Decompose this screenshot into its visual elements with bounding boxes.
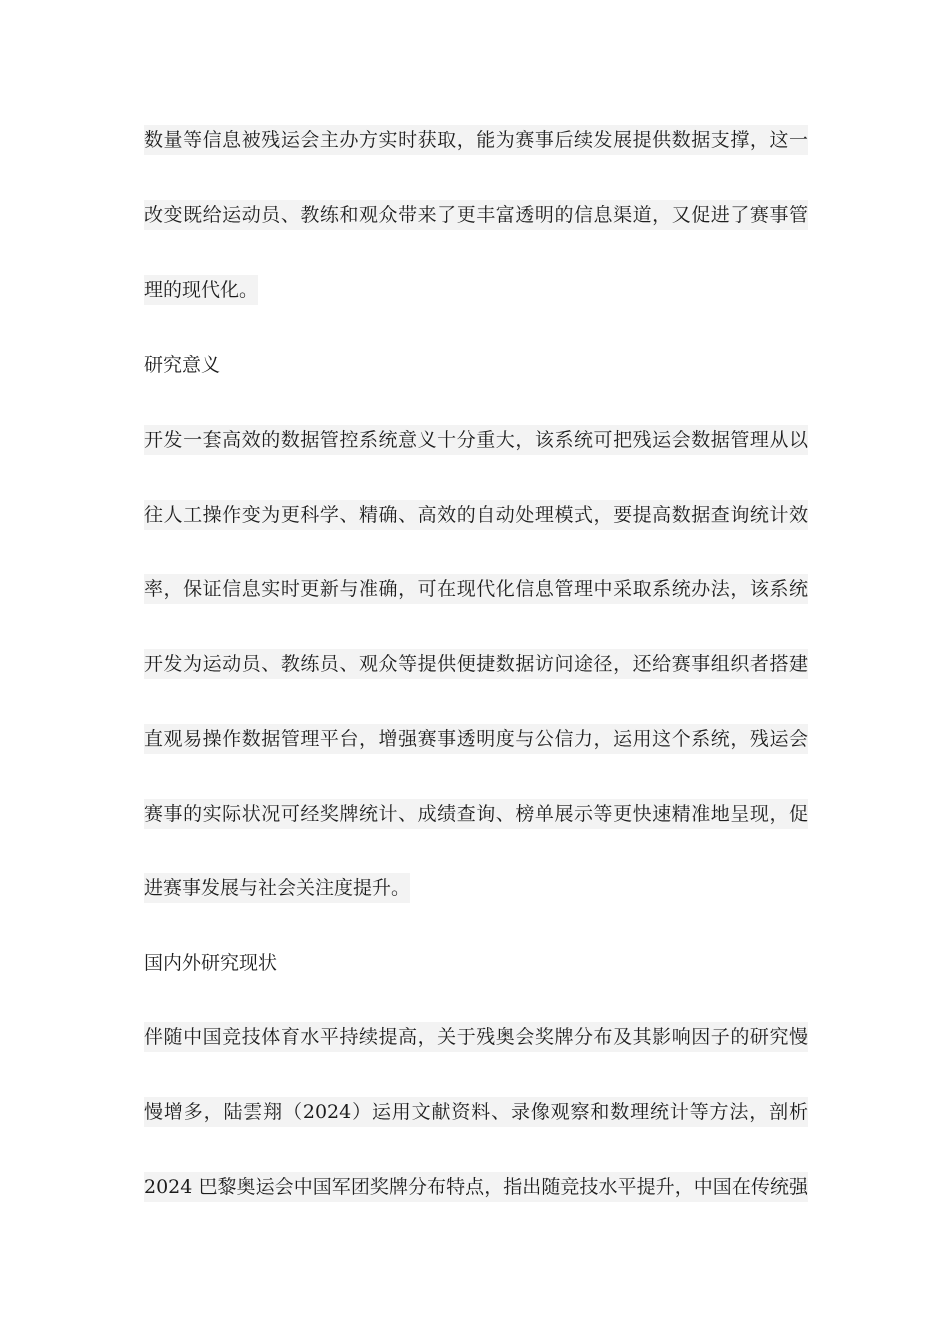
paragraph-line: 2024 巴黎奥运会中国军团奖牌分布特点，指出随竞技水平提升，中国在传统强 xyxy=(144,1172,808,1202)
paragraph-line: 改变既给运动员、教练和观众带来了更丰富透明的信息渠道，又促进了赛事管 xyxy=(144,200,808,230)
paragraph-line: 直观易操作数据管理平台，增强赛事透明度与公信力，运用这个系统，残运会 xyxy=(144,724,808,754)
paragraph-line: 率，保证信息实时更新与准确，可在现代化信息管理中采取系统办法，该系统 xyxy=(144,574,808,604)
paragraph-line: 赛事的实际状况可经奖牌统计、成绩查询、榜单展示等更快速精准地呈现，促 xyxy=(144,799,808,829)
paragraph-line: 理的现代化。 xyxy=(144,275,258,305)
paragraph-line: 伴随中国竞技体育水平持续提高，关于残奥会奖牌分布及其影响因子的研究慢 xyxy=(144,1022,808,1052)
paragraph-line: 数量等信息被残运会主办方实时获取，能为赛事后续发展提供数据支撑，这一 xyxy=(144,125,808,155)
paragraph-line: 进赛事发展与社会关注度提升。 xyxy=(144,873,410,903)
section-heading-research-status: 国内外研究现状 xyxy=(144,952,278,974)
paragraph-line: 开发为运动员、教练员、观众等提供便捷数据访问途径，还给赛事组织者搭建 xyxy=(144,649,808,679)
paragraph-line: 开发一套高效的数据管控系统意义十分重大，该系统可把残运会数据管理从以 xyxy=(144,425,808,455)
paragraph-line: 慢增多，陆雲翔（2024）运用文献资料、录像观察和数理统计等方法，剖析 xyxy=(144,1097,808,1127)
section-heading-significance: 研究意义 xyxy=(144,354,221,376)
paragraph-line: 往人工操作变为更科学、精确、高效的自动处理模式，要提高数据查询统计效 xyxy=(144,500,808,530)
